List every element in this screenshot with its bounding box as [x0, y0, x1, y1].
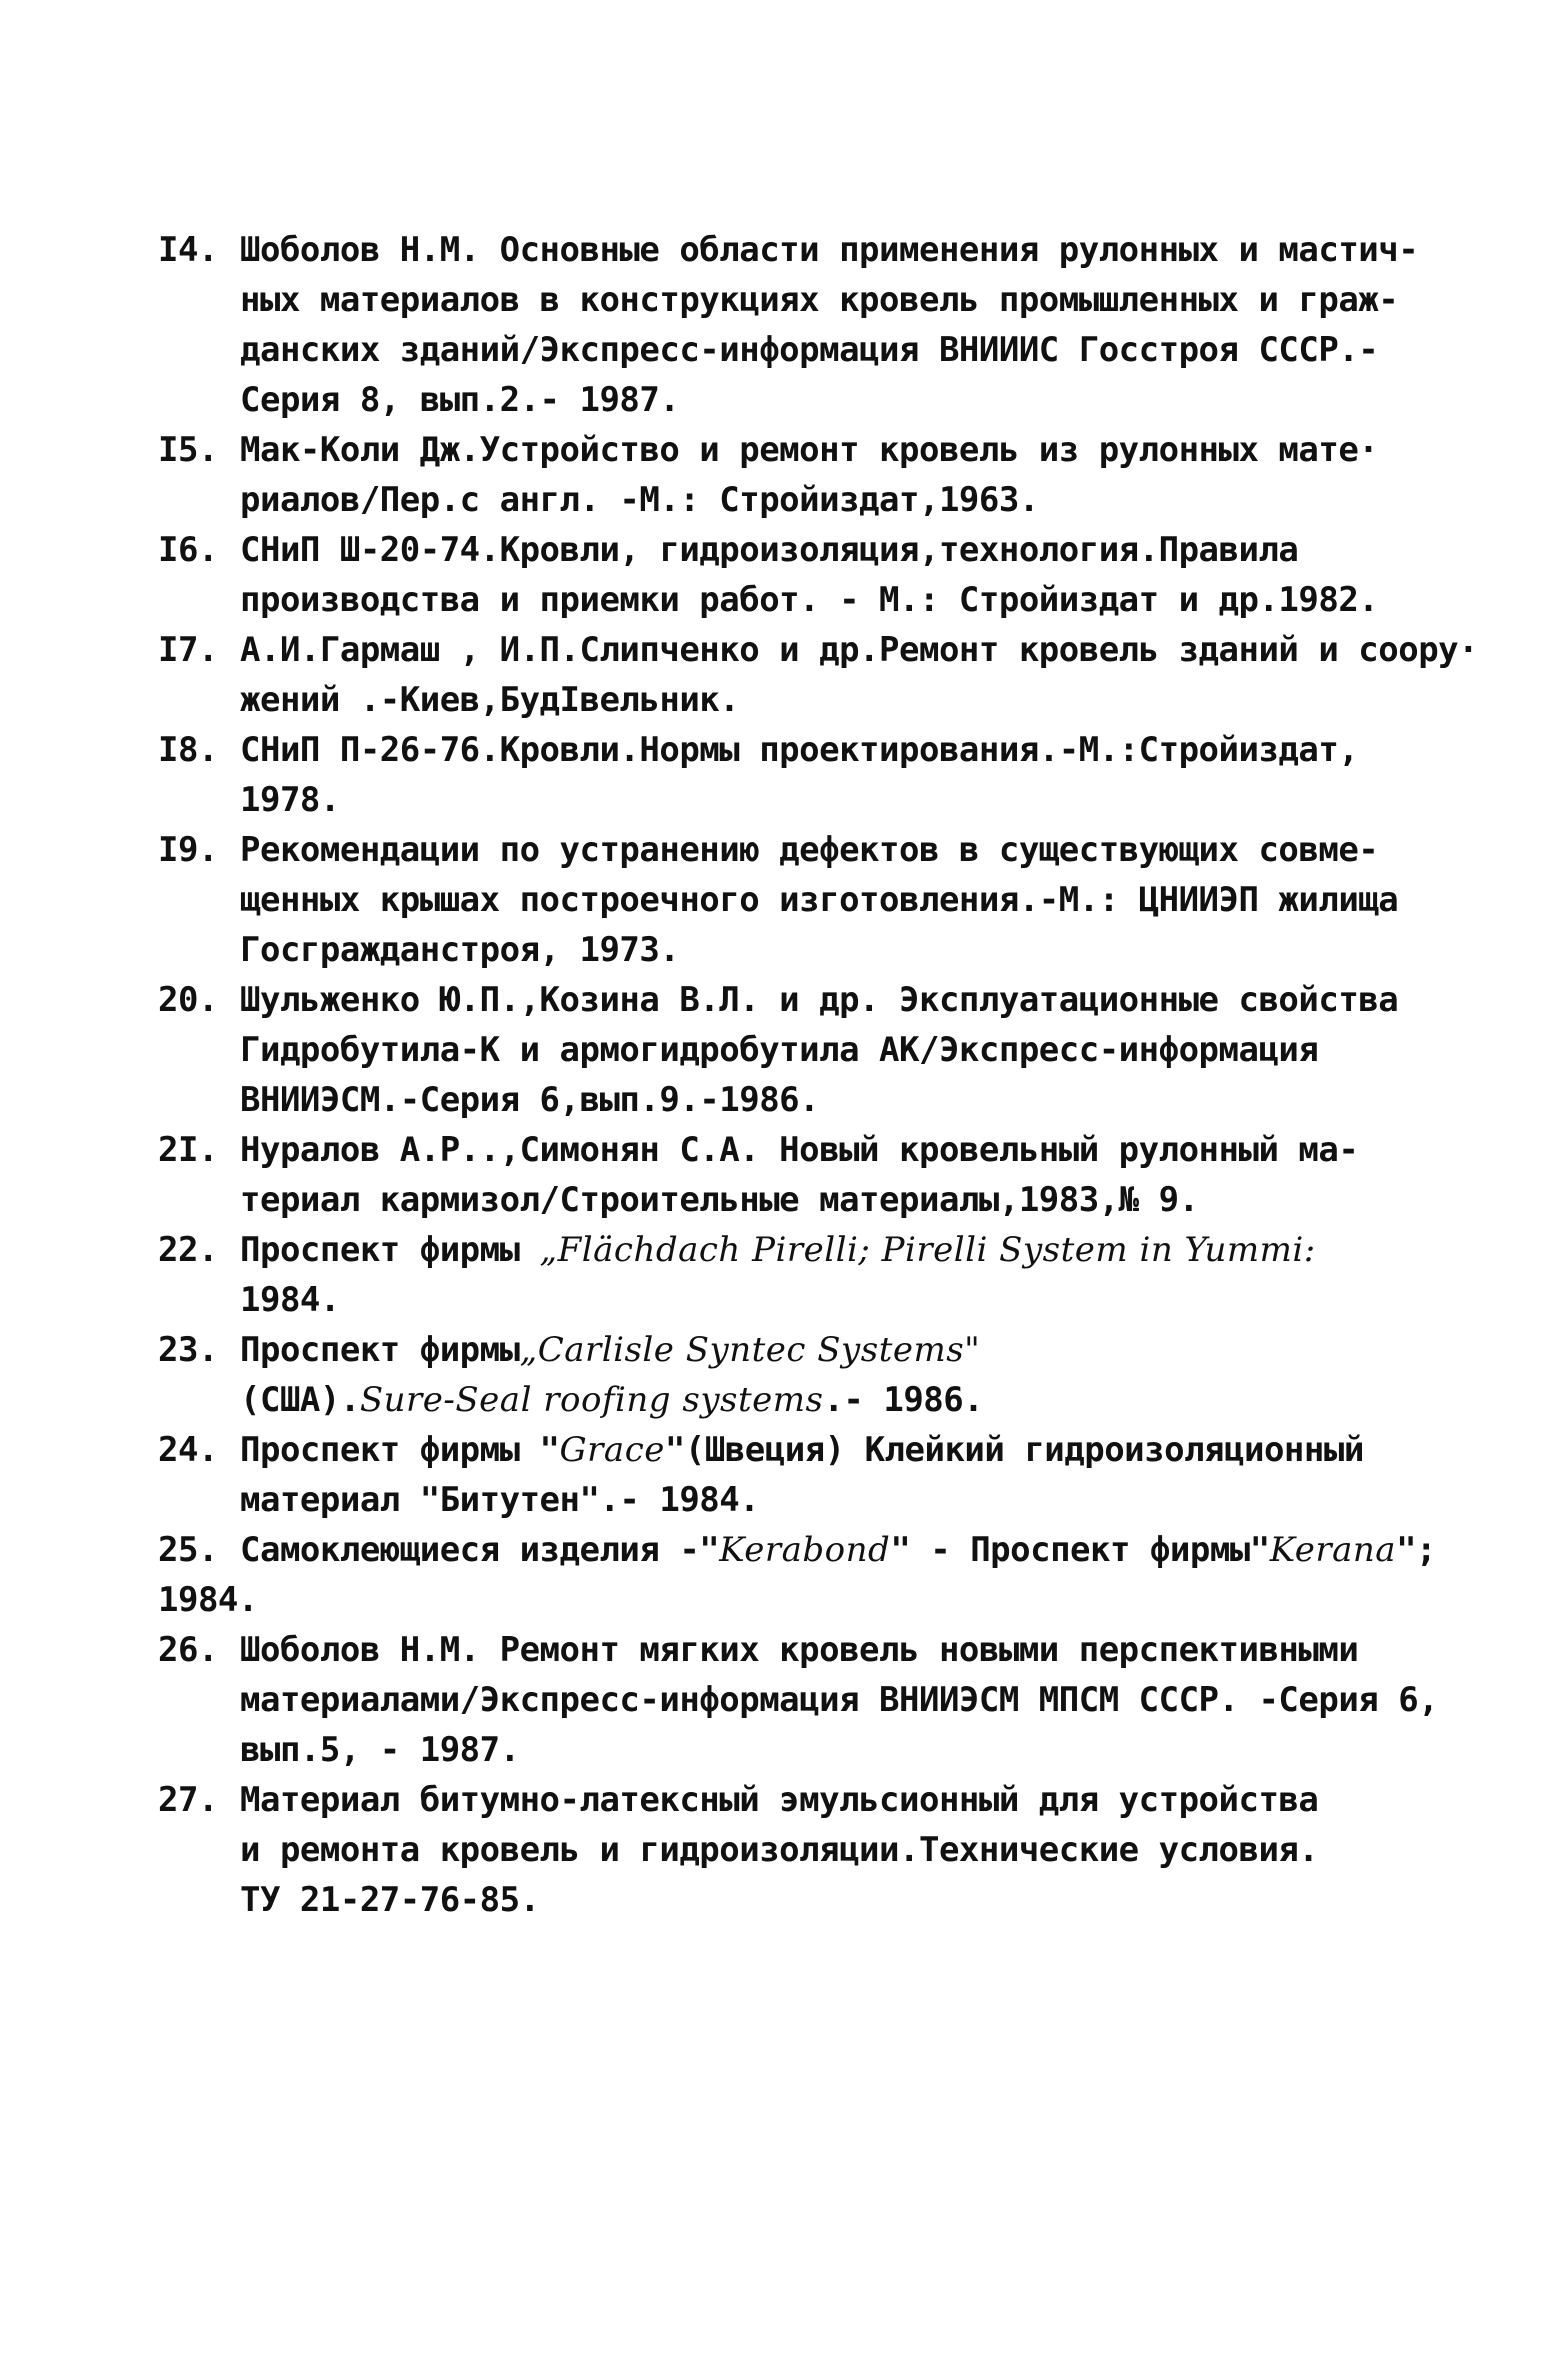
handwritten-text: „Flächdach Pirelli; Pirelli System in Yummi: — [539, 1230, 1316, 1270]
reference-text-line: Серия 8, вып.2.- 1987. — [240, 380, 680, 420]
reference-number: I7. — [158, 630, 218, 670]
reference-list — [158, 225, 1498, 1925]
reference-text-line: ВНИИЭСМ.-Серия 6,вып.9.-1986. — [240, 1080, 820, 1120]
reference-text-line: Гидробутила-К и армогидробутила АК/Экспресс-информация — [240, 1030, 1319, 1070]
reference-text-line: териал кармизол/Строительные материалы,1983,№ 9. — [240, 1180, 1199, 1220]
reference-item — [158, 1625, 1498, 1775]
reference-text-line: производства и приемки работ. - М.: Стройиздат и др.1982. — [240, 580, 1379, 620]
reference-text-line: риалов/Пер.с англ. -М.: Стройиздат,1963. — [240, 480, 1039, 520]
reference-number: 26. — [158, 1630, 218, 1670]
reference-item — [158, 525, 1498, 625]
typed-text: материал "Битутен".- 1984. — [240, 1480, 760, 1520]
reference-number: I9. — [158, 830, 218, 870]
reference-number: 2I. — [158, 1130, 218, 1170]
typed-text: .- 1986. — [823, 1380, 984, 1420]
reference-item — [158, 625, 1498, 725]
reference-text-line — [240, 1375, 1498, 1425]
reference-text-line: жений .-Киев,БудІвельник. — [240, 680, 740, 720]
typed-text: " - Проспект фирмы" — [890, 1530, 1270, 1570]
reference-text-line: Шульженко Ю.П.,Козина В.Л. и др. Эксплуатационные свойства — [240, 980, 1399, 1020]
reference-item — [158, 975, 1498, 1125]
handwritten-text: „Carlisle Syntec Systems" — [519, 1330, 981, 1370]
reference-text-line: А.И.Гармаш , И.П.Слипченко и др.Ремонт кровель зданий и соору· — [240, 630, 1479, 670]
typed-text: "; — [1396, 1530, 1437, 1570]
reference-text-line: щенных крышах построечного изготовления.-М.: ЦНИИЭП жилища — [240, 880, 1399, 920]
typed-text: "(Швеция) Клейкий гидроизоляционный — [664, 1430, 1364, 1470]
reference-text-line — [240, 1475, 1498, 1525]
reference-item — [158, 1225, 1498, 1325]
reference-text-line — [240, 1525, 1498, 1575]
reference-text-line: 1978. — [240, 780, 340, 820]
reference-text-line: и ремонта кровель и гидроизоляции.Технические условия. — [240, 1830, 1319, 1870]
reference-text-line — [240, 1275, 1498, 1325]
reference-item — [158, 1325, 1498, 1425]
reference-item — [158, 725, 1498, 825]
reference-number: I6. — [158, 530, 218, 570]
reference-text-line: ных материалов в конструкциях кровель промышленных и граж- — [240, 280, 1399, 320]
reference-number: 20. — [158, 980, 218, 1020]
reference-text-line: ТУ 21-27-76-85. — [240, 1880, 540, 1920]
reference-text-line: СНиП П-26-76.Кровли.Нормы проектирования.-М.:Стройиздат, — [240, 730, 1359, 770]
reference-number: 25. — [158, 1530, 218, 1570]
reference-text-line — [240, 1225, 1498, 1275]
reference-item — [158, 825, 1498, 975]
reference-text-line: Нуралов А.Р..,Симонян С.А. Новый кровельный рулонный ма- — [240, 1130, 1359, 1170]
typed-text: Самоклеющиеся изделия -" — [240, 1530, 720, 1570]
reference-text-line: Мак-Коли Дж.Устройство и ремонт кровель из рулонных мате· — [240, 430, 1379, 470]
reference-text-line: Шоболов Н.М. Основные области применения рулонных и мастич- — [240, 230, 1419, 270]
typed-text: 1984. — [158, 1580, 258, 1620]
reference-text-line: Госгражданстроя, 1973. — [240, 930, 680, 970]
reference-number: I8. — [158, 730, 218, 770]
reference-text-line: Рекомендации по устранению дефектов в существующих совме- — [240, 830, 1379, 870]
reference-item — [158, 1425, 1498, 1525]
reference-text-line: Шоболов Н.М. Ремонт мягких кровель новыми перспективными — [240, 1630, 1359, 1670]
reference-text-line: СНиП Ш-20-74.Кровли, гидроизоляция,технология.Правила — [240, 530, 1299, 570]
reference-number: 24. — [158, 1430, 218, 1470]
reference-text-line: материалами/Экспресс-информация ВНИИЭСМ МПСМ СССР. -Серия 6, — [240, 1680, 1439, 1720]
reference-item — [158, 225, 1498, 425]
handwritten-text: Grace — [559, 1430, 665, 1470]
reference-number: I5. — [158, 430, 218, 470]
typed-text: 1984. — [240, 1280, 340, 1320]
reference-number: 22. — [158, 1230, 218, 1270]
typed-text: Проспект фирмы " — [240, 1430, 560, 1470]
reference-item — [158, 1525, 1498, 1625]
handwritten-text: Sure-Seal roofing systems — [359, 1380, 824, 1420]
typed-text: Проспект фирмы — [240, 1330, 520, 1370]
reference-text-line: вып.5, - 1987. — [240, 1730, 520, 1770]
reference-number: I4. — [158, 230, 218, 270]
reference-text-line: данских зданий/Экспресс-информация ВНИИИС Госстроя СССР.- — [240, 330, 1379, 370]
reference-text-line: Материал битумно-латексный эмульсионный для устройства — [240, 1780, 1319, 1820]
typed-text: (США). — [240, 1380, 360, 1420]
reference-number: 27. — [158, 1780, 218, 1820]
reference-text-line — [158, 1575, 1498, 1625]
reference-item — [158, 425, 1498, 525]
typed-text: Проспект фирмы — [240, 1230, 540, 1270]
reference-text-line — [240, 1425, 1498, 1475]
reference-item — [158, 1125, 1498, 1225]
handwritten-text: Kerabond — [719, 1530, 891, 1570]
handwritten-text: Kerana — [1269, 1530, 1397, 1570]
reference-text-line — [240, 1325, 1498, 1375]
reference-item — [158, 1775, 1498, 1925]
reference-number: 23. — [158, 1330, 218, 1370]
